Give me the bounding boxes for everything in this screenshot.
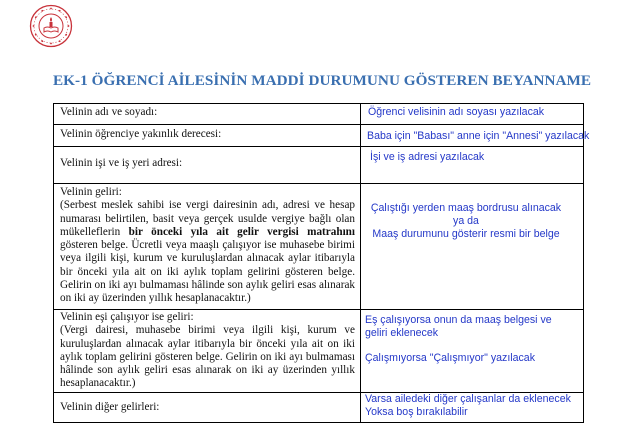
- annotation-text: Varsa ailedeki diğer çalışanlar da eklenecek: [365, 393, 571, 405]
- form-row-other-income: [54, 393, 584, 423]
- field-description: gösteren belge. Ücretli veya maaşlı çalışıyor ise muhasebe birimi veya ilgili kişi, kurum ve kuruluşlardan alınacak aylar itibarıyla bir önceki yıla ait on iki aylık toplam gelirini gösteren belge. Gelirin on iki ayı bulmaması hâlinde son aylık geliri esas alınarak on iki ay üzerinden yıllık hesaplanacaktır.): [60, 239, 355, 305]
- field-label: Velinin işi ve iş yeri adresi:: [60, 157, 183, 169]
- field-label: Velinin öğrenciye yakınlık derecesi:: [60, 128, 222, 140]
- field-label: Velinin diğer gelirleri:: [60, 401, 160, 413]
- annotation-text: geliri eklenecek: [365, 327, 439, 339]
- annotation-text: İşi ve iş adresi yazılacak: [370, 151, 485, 163]
- document-title: EK-1 ÖĞRENCİ AİLESİNİN MADDİ DURUMUNU GÖSTEREN BEYANNAME: [53, 72, 592, 89]
- field-label: Velinin adı ve soyadı:: [60, 106, 158, 118]
- field-description-bold: bir önceki yıla ait gelir vergisi matrahını: [128, 225, 356, 238]
- annotation-text: Yoksa boş bırakılabilir: [365, 406, 468, 418]
- spouse-income-field[interactable]: [361, 310, 584, 393]
- field-label: Velinin geliri:: [60, 186, 122, 198]
- form-row-job-address: [54, 147, 584, 184]
- annotation-text: ya da: [453, 215, 479, 227]
- declaration-form-table: [53, 103, 590, 423]
- field-description: (Serbest meslek sahibi ise vergi dairesinin adı, adresi ve hesap numarası belirtilen, basit veya gerçek usulde vergiye bağlı olan mükelleflerin: [60, 199, 355, 238]
- parent-income-field[interactable]: [361, 184, 584, 310]
- relationship-field[interactable]: [361, 125, 590, 147]
- job-address-field[interactable]: [361, 147, 584, 184]
- annotation-text: Öğrenci velisinin adı soyası yazılacak: [368, 106, 545, 118]
- form-row-spouse-income: [54, 310, 584, 393]
- form-row-parent-name: [54, 104, 584, 125]
- parent-name-field[interactable]: [361, 104, 584, 125]
- form-row-parent-income: [54, 184, 584, 310]
- annotation-text: Eş çalışıyorsa onun da maaş belgesi ve: [365, 314, 552, 326]
- form-row-relationship: [54, 125, 584, 147]
- annotation-text: Maaş durumunu gösterir resmi bir belge: [372, 228, 560, 240]
- annotation-text: Çalışmıyorsa "Çalışmıyor" yazılacak: [365, 352, 535, 364]
- field-description: (Vergi dairesi, muhasebe birimi veya ilgili kişi, kurum ve kuruluşlardan alınacak aylar itibarıyla bir önceki yıla ait on iki aylık toplam gelirini gösteren belge. Gelirin on iki ayı bulmaması hâlinde son aylık geliri esas alınarak on iki ay üzerinden yıllık hesaplanacaktır.): [60, 324, 355, 390]
- annotation-text: Çalıştığı yerden maaş bordrusu alınacak: [370, 202, 562, 214]
- other-income-field[interactable]: [361, 393, 584, 423]
- annotation-text: Baba için "Babası" anne için "Annesi" yazılacak: [367, 130, 590, 142]
- field-label: Velinin eşi çalışıyor ise geliri:: [60, 311, 194, 323]
- meb-seal-logo: [29, 4, 73, 48]
